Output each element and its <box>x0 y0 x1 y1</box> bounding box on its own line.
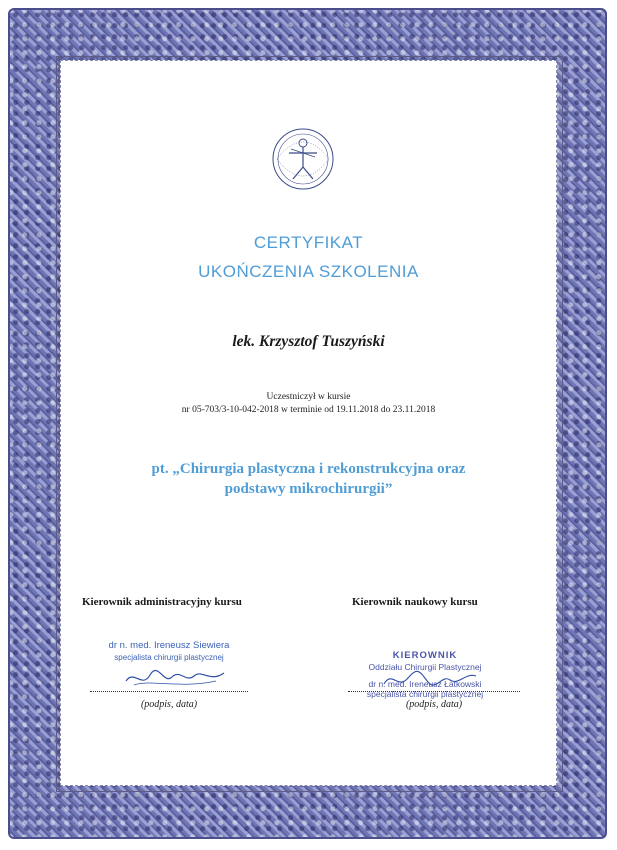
seal-logo <box>269 121 337 197</box>
handwritten-signature-left <box>120 663 230 691</box>
signature-caption-left: (podpis, data) <box>140 699 198 710</box>
stamp-department: Oddziału Chirurgii Plastycznej <box>368 662 482 672</box>
course-number-text: nr 05-703/3-10-042-2018 w terminie od 19.11.2018 do 23.11.2018 <box>181 405 436 415</box>
handwritten-signature-right <box>380 668 480 692</box>
stamp-name: dr n. med. Ireneusz Siewiera <box>108 640 230 651</box>
participation-text: Uczestniczył w kursie <box>266 392 351 402</box>
signature-line-left <box>90 691 248 692</box>
stamp-role: specjalista chirurgii plastycznej <box>114 653 224 662</box>
signature-line-right <box>348 691 520 692</box>
certificate-title: CERTYFIKAT <box>253 233 364 252</box>
certificate-subtitle: UKOŃCZENIA SZKOLENIA <box>198 262 419 281</box>
admin-director-title: Kierownik administracyjny kursu <box>82 596 242 608</box>
scientific-director-title: Kierownik naukowy kursu <box>352 596 478 608</box>
recipient-name: lek. Krzysztof Tuszyński <box>232 333 385 350</box>
stamp-head: KIEROWNIK <box>392 650 458 661</box>
signature-caption-right: (podpis, data) <box>405 699 463 710</box>
admin-director-stamp <box>104 640 234 662</box>
stamp-role: specjalista chirurgii plastycznej <box>366 689 484 699</box>
stamp-name: dr n. med. Ireneusz Łatkowski <box>368 679 482 689</box>
course-title: pt. „Chirurgia plastyczna i rekonstrukcyjna oraz podstawy mikrochirurgii” <box>151 461 466 497</box>
